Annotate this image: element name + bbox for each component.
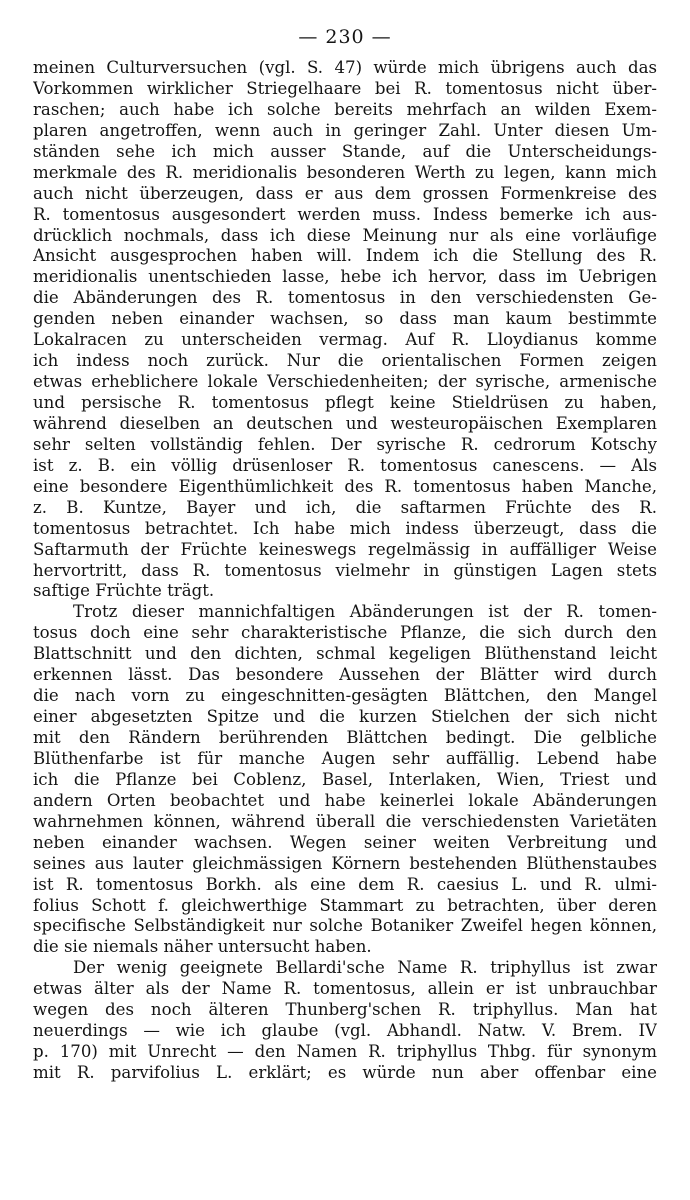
text-line: ständen sehe ich mich ausser Stande, auf die Unterscheidungs-	[33, 141, 657, 161]
text-line: und persische R. tomentosus pflegt keine Stieldrüsen zu haben,	[33, 393, 657, 412]
text-line: wegen des noch älteren Thunberg'schen R. triphyllus. Man hat	[33, 1000, 657, 1020]
text-line: neuerdings — wie ich glaube (vgl. Abhandl. Natw. V. Brem. IV	[33, 1021, 657, 1041]
text-line: auch nicht überzeugen, dass er aus dem grossen Formenkreise des	[33, 183, 657, 203]
paragraph-end-line: saftige Früchte trägt.	[33, 581, 215, 601]
paragraph-end-line: die sie niemals näher untersucht haben.	[33, 937, 372, 957]
text-line: meridionalis unentschieden lasse, hebe ich hervor, dass im Uebrigen	[33, 267, 657, 287]
text-line: p. 170) mit Unrecht — den Namen R. triphyllus Thbg. für synonym	[33, 1042, 657, 1062]
text-line: sehr selten vollständig fehlen. Der syrische R. cedrorum Kotschy	[33, 434, 657, 454]
text-line: etwas älter als der Name R. tomentosus, allein er ist unbrauchbar	[33, 979, 657, 999]
text-line: erkennen lässt. Das besondere Aussehen der Blätter wird durch	[33, 665, 657, 685]
text-line: während dieselben an deutschen und westeuropäischen Exemplaren	[33, 413, 657, 433]
text-line: die Abänderungen des R. tomentosus in den verschiedensten Ge-	[33, 288, 657, 308]
text-line: Ansicht ausgesprochen haben will. Indem ich die Stellung des R.	[33, 246, 657, 266]
text-line: Blüthenfarbe ist für manche Augen sehr auffällig. Lebend habe	[33, 748, 657, 768]
text-line: Lokalracen zu unterscheiden vermag. Auf R. Lloydianus komme	[33, 330, 657, 350]
text-line: drücklich nochmals, dass ich diese Meinung nur als eine vorläufige	[33, 225, 657, 245]
text-line: plaren angetroffen, wenn auch in geringer Zahl. Unter diesen Um-	[33, 120, 657, 140]
text-line: ich indess noch zurück. Nur die orientalischen Formen zeigen	[33, 351, 657, 371]
text-line: tomentosus betrachtet. Ich habe mich indess überzeugt, dass die	[33, 518, 657, 538]
body-text	[33, 58, 657, 1084]
text-line: folius Schott f. gleichwerthige Stammart zu betrachten, über deren	[33, 895, 657, 915]
text-line: einer abgesetzten Spitze und die kurzen Stielchen der sich nicht	[33, 707, 657, 727]
text-line: merkmale des R. meridionalis besonderen Werth zu legen, kann mich	[33, 162, 657, 182]
text-line: R. tomentosus ausgesondert werden muss. Indess bemerke ich aus-	[33, 204, 657, 224]
text-line: raschen; auch habe ich solche bereits mehrfach an wilden Exem-	[33, 99, 657, 119]
text-line: specifische Selbständigkeit nur solche Botaniker Zweifel hegen können,	[33, 916, 657, 936]
text-line: meinen Culturversuchen (vgl. S. 47) würde mich übrigens auch das	[33, 58, 657, 77]
text-line: z. B. Kuntze, Bayer und ich, die saftarmen Früchte des R.	[33, 497, 657, 517]
text-line: neben einander wachsen. Wegen seiner weiten Verbreitung und	[33, 832, 657, 852]
text-line: Vorkommen wirklicher Striegelhaare bei R. tomentosus nicht über-	[33, 78, 657, 98]
text-line: etwas erheblichere lokale Verschiedenheiten; der syrische, armenische	[33, 372, 657, 392]
text-line: wahrnehmen können, während überall die verschiedensten Varietäten	[33, 811, 657, 831]
text-line: tosus doch eine sehr charakteristische Pflanze, die sich durch den	[33, 623, 657, 643]
text-line: Saftarmuth der Früchte keineswegs regelmässig in auffälliger Weise	[33, 539, 657, 559]
text-line: ich die Pflanze bei Coblenz, Basel, Interlaken, Wien, Triest und	[33, 769, 657, 789]
text-line: ist z. B. ein völlig drüsenloser R. tomentosus canescens. — Als	[33, 455, 657, 475]
text-line: ist R. tomentosus Borkh. als eine dem R. caesius L. und R. ulmi-	[33, 874, 657, 894]
page-number: — 230 —	[298, 26, 392, 48]
text-line: mit den Rändern berührenden Blättchen bedingt. Die gelbliche	[33, 728, 657, 747]
text-line: die nach vorn zu eingeschnitten-gesägten Blättchen, den Mangel	[33, 686, 657, 706]
text-line: Blattschnitt und den dichten, schmal kegeligen Blüthenstand leicht	[33, 644, 657, 664]
paragraph-start-line: Trotz dieser mannichfaltigen Abänderungen ist der R. tomen-	[73, 602, 657, 622]
text-line: hervortritt, dass R. tomentosus vielmehr in günstigen Lagen stets	[33, 560, 657, 580]
paragraph-start-line: Der wenig geeignete Bellardi'sche Name R. triphyllus ist zwar	[73, 958, 657, 978]
text-line: genden neben einander wachsen, so dass man kaum bestimmte	[33, 309, 657, 329]
text-line: mit R. parvifolius L. erklärt; es würde nun aber offenbar eine	[33, 1063, 657, 1082]
text-line: eine besondere Eigenthümlichkeit des R. tomentosus haben Manche,	[33, 476, 657, 496]
text-line: andern Orten beobachtet und habe keinerlei lokale Abänderungen	[33, 790, 657, 810]
text-line: seines aus lauter gleichmässigen Körnern bestehenden Blüthenstaubes	[33, 853, 657, 873]
